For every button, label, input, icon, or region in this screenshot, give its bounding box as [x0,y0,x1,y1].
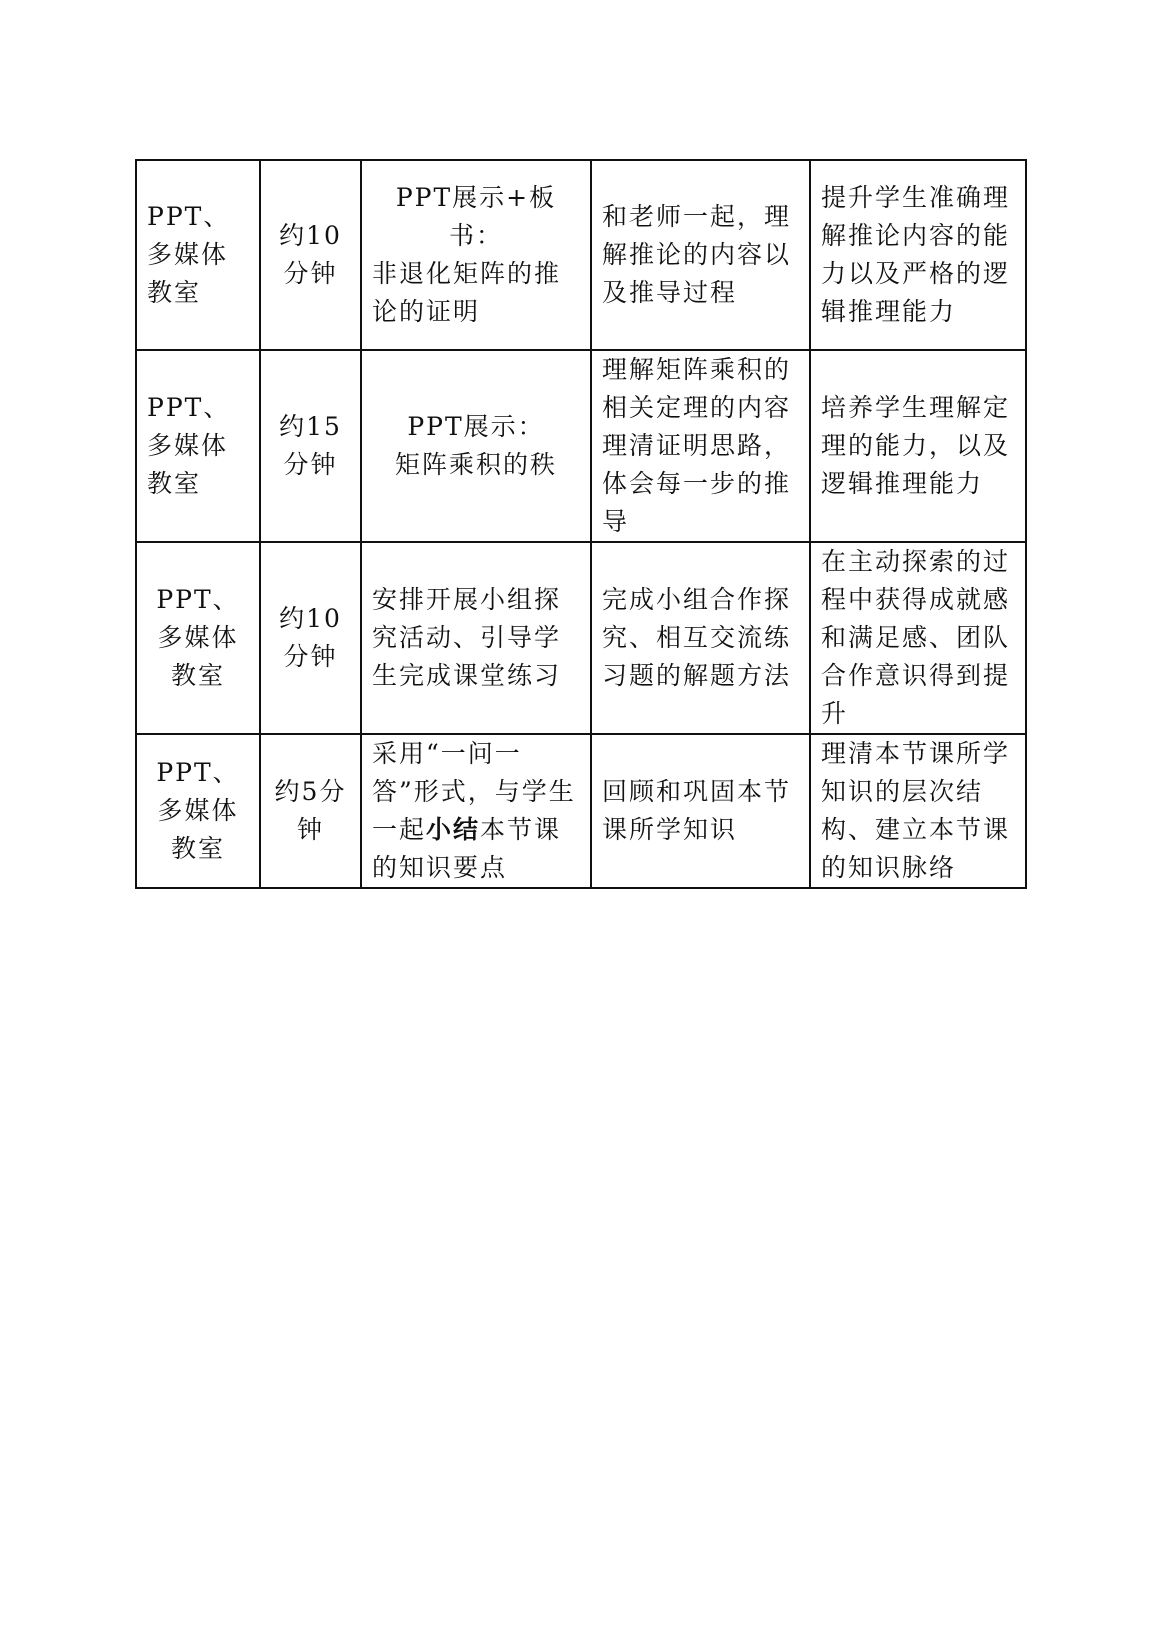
design-intent-cell: 在主动探索的过程中获得成就感和满足感、团队合作意识得到提升 [810,542,1026,734]
teacher-activity-cell [361,350,591,542]
table-row [136,734,1026,888]
place-cell: PPT、多媒体教室 [136,734,260,888]
student-activity-cell: 回顾和巩固本节课所学知识 [591,734,810,888]
teacher-activity-text: 矩阵乘积的秩 [394,450,557,479]
design-intent-cell: 培养学生理解定理的能力，以及逻辑推理能力 [810,350,1026,542]
lesson-plan-table [135,159,1027,889]
table-row [136,350,1026,542]
design-intent-cell: 提升学生准确理解推论内容的能力以及严格的逻辑推理能力 [810,160,1026,350]
time-cell: 约5分钟 [260,734,361,888]
time-cell: 约15分钟 [260,350,361,542]
student-activity-cell: 完成小组合作探究、相互交流练习题的解题方法 [591,542,810,734]
place-cell: PPT、多媒体教室 [136,160,260,350]
place-cell: PPT、多媒体教室 [136,350,260,542]
teacher-activity-text: 采用“一问一答”形式，与学生一起 [372,739,576,844]
teacher-activity-cell: 安排开展小组探究活动、引导学生完成课堂练习 [361,542,591,734]
table-row [136,542,1026,734]
table-row [136,160,1026,350]
teacher-activity-emphasis: 小结 [426,815,481,844]
design-intent-cell: 理清本节课所学知识的层次结构、建立本节课的知识脉络 [810,734,1026,888]
teacher-activity-text: 本节课的知识要点 [372,815,562,882]
teacher-activity-text: 非退化矩阵的推论的证明 [372,259,562,326]
teacher-activity-heading: PPT展示+板书： [395,183,557,250]
time-cell: 约10分钟 [260,542,361,734]
teacher-activity-heading: PPT展示： [407,412,545,441]
place-cell: PPT、多媒体教室 [136,542,260,734]
teacher-activity-cell [361,734,591,888]
teacher-activity-cell [361,160,591,350]
time-cell: 约10分钟 [260,160,361,350]
student-activity-cell: 理解矩阵乘积的相关定理的内容理清证明思路，体会每一步的推导 [591,350,810,542]
student-activity-cell: 和老师一起，理解推论的内容以及推导过程 [591,160,810,350]
